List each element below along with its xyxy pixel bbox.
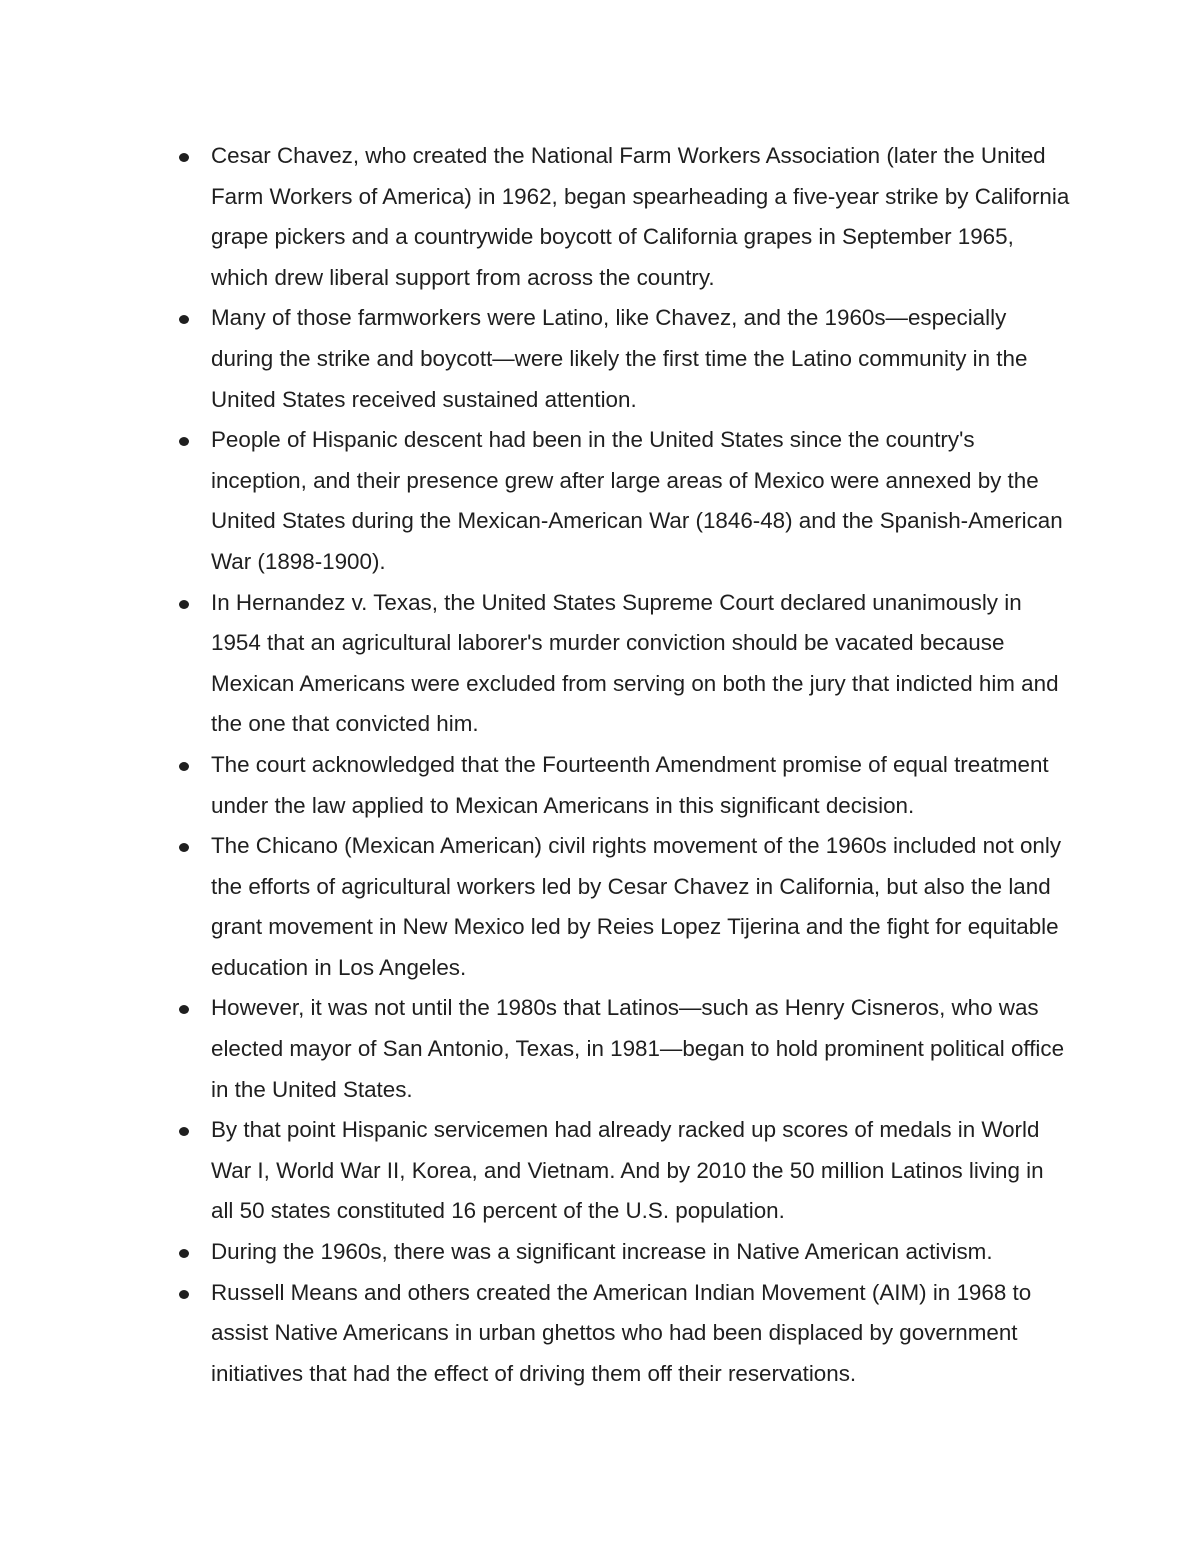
list-item	[172, 1110, 1072, 1232]
list-item	[172, 1232, 1072, 1273]
list-item-text: However, it was not until the 1980s that Latinos—such as Henry Cisneros, who was elected mayor of San Antonio, Texas, in 1981—began to hold prominent political office in the United States.	[211, 995, 1065, 1102]
list-item	[172, 1273, 1072, 1395]
list-item-text: Cesar Chavez, who created the National Farm Workers Association (later the United Farm Workers of America) in 1962, began spearheading a five-year strike by California grape pickers and a countrywide boycott of California grapes in September 1965, which drew liberal support from across the country.	[211, 143, 1070, 290]
bullet-icon	[179, 1005, 189, 1014]
bullet-icon	[179, 437, 189, 446]
bullet-icon	[179, 315, 189, 324]
bullet-icon	[179, 153, 189, 162]
bullet-icon	[179, 843, 189, 852]
list-item	[172, 298, 1072, 420]
list-item-text: In Hernandez v. Texas, the United States Supreme Court declared unanimously in 1954 that an agricultural laborer's murder conviction should be vacated because Mexican Americans were excluded from serving on both the jury that indicted him and the one that convicted him.	[211, 589, 1059, 737]
bullet-icon	[179, 600, 189, 609]
list-item-text: Russell Means and others created the American Indian Movement (AIM) in 1968 to assist Native Americans in urban ghettos who had been displaced by government initiatives that had the effect of driving them off their reservations.	[211, 1279, 1032, 1386]
list-item	[172, 583, 1072, 745]
list-item	[172, 420, 1072, 582]
bullet-icon	[179, 1127, 189, 1136]
bullet-icon	[179, 1290, 189, 1299]
list-item-text: The court acknowledged that the Fourteenth Amendment promise of equal treatment under the law applied to Mexican Americans in this significant decision.	[211, 751, 1049, 818]
list-item-text: During the 1960s, there was a significant increase in Native American activism.	[211, 1239, 993, 1265]
list-item-text: Many of those farmworkers were Latino, like Chavez, and the 1960s—especially during the strike and boycott—were likely the first time the Latino community in the United States received sustained attention.	[211, 305, 1028, 412]
bullet-icon	[179, 762, 189, 771]
list-item	[172, 826, 1072, 988]
list-item-text: By that point Hispanic servicemen had already racked up scores of medals in World War I, World War II, Korea, and Vietnam. And by 2010 the 50 million Latinos living in all 50 states constituted 16 percent of the U.S. population.	[211, 1117, 1044, 1224]
list-item	[172, 136, 1072, 298]
bullet-icon	[179, 1249, 189, 1258]
list-item	[172, 988, 1072, 1110]
list-item	[172, 745, 1072, 826]
list-item-text: The Chicano (Mexican American) civil rights movement of the 1960s included not only the efforts of agricultural workers led by Cesar Chavez in California, but also the land grant movement in New Mexico led by Reies Lopez Tijerina and the fight for equitable education in Los Angeles.	[211, 833, 1062, 980]
bullet-list	[172, 136, 1072, 1394]
list-item-text: People of Hispanic descent had been in the United States since the country's inception, and their presence grew after large areas of Mexico were annexed by the United States during the Mexican-American War (1846-48) and the Spanish-American War (1898-1900).	[211, 427, 1063, 574]
